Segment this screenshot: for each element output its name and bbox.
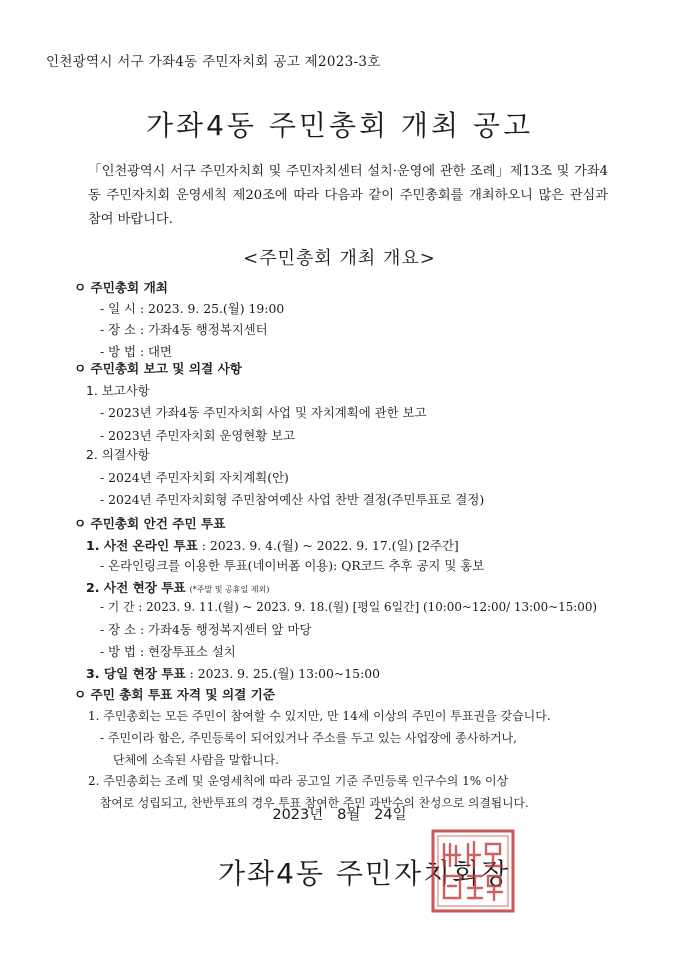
report-item-2: - 2023년 주민자치회 운영현황 보고: [100, 428, 296, 443]
notice-date: 2023년 8월 24일: [272, 807, 407, 823]
resolution-title: 2. 의결사항: [86, 447, 150, 462]
section-4-heading: ㅇ 주민 총회 투표 자격 및 의결 기준: [74, 687, 276, 702]
meeting-date: - 일 시 : 2023. 9. 25.(월) 19:00: [100, 301, 285, 316]
section-3-heading: ㅇ 주민총회 안건 주민 투표: [74, 516, 226, 531]
report-title: 1. 보고사항: [86, 383, 150, 398]
page-title: 가좌4동 주민총회 개최 공고: [145, 109, 534, 142]
onsite-vote-period: - 기 간 : 2023. 9. 11.(월) ~ 2023. 9. 18.(월) [평일 6일간] (10:00~12:00/ 13:00~15:00): [100, 600, 598, 614]
intro-paragraph: 「인천광역시 서구 주민자치회 및 주민자치센터 설치·운영에 관한 조례」제13조 및 가좌4동 주민자치회 운영세칙 제20조에 따라 다음과 같이 주민총회를 개최하오니 많은 관심과 참여 바랍니다.: [88, 164, 608, 227]
onsite-vote-title: 2. 사전 현장 투표: [86, 580, 186, 595]
onsite-vote-place: - 장 소 : 가좌4동 행정복지센터 앞 마당: [100, 622, 312, 637]
qualification-item-1-sub-a: - 주민이라 함은, 주민등록이 되어있거나 주소를 두고 있는 사업장에 종사하거나,: [100, 731, 517, 745]
onsite-vote-note: (*주말 및 공휴일 제외): [189, 585, 270, 594]
online-vote-title: 1. 사전 온라인 투표: [86, 538, 198, 553]
qualification-item-1: 1. 주민총회는 모든 주민이 참여할 수 있지만, 만 14세 이상의 주민이 투표권을 갖습니다.: [88, 709, 551, 723]
qualification-item-1-sub-b: 단체에 소속된 사람을 말합니다.: [113, 753, 279, 767]
sameday-vote-line: [86, 663, 380, 682]
sameday-vote-period: : 2023. 9. 25.(월) 13:00~15:00: [185, 666, 381, 681]
online-vote-period: : 2023. 9. 4.(월) ~ 2022. 9. 17.(일) [2주간]: [197, 538, 459, 553]
meeting-method: - 방 법 : 대면: [100, 344, 172, 359]
signer-name: 가좌4동 주민자치회장: [218, 857, 511, 890]
report-item-1: - 2023년 가좌4동 주민자치회 사업 및 자치계획에 관한 보고: [100, 405, 427, 420]
online-vote-detail: - 온라인링크를 이용한 투표(네이버폼 이용): QR코드 추후 공지 및 홍보: [100, 558, 485, 573]
resolution-item-2: - 2024년 주민자치회형 주민참여예산 사업 찬반 결정(주민투표로 결정): [100, 492, 485, 507]
qualification-item-2-b: 참여로 성립되고, 찬반투표의 경우 투표 참여한 주민 과반수의 찬성으로 의결됩니다.: [100, 796, 529, 810]
section-1-heading: ㅇ 주민총회 개최: [74, 280, 168, 295]
onsite-vote-method: - 방 법 : 현장투표소 설치: [100, 644, 236, 659]
sameday-vote-title: 3. 당일 현장 투표: [86, 666, 186, 681]
onsite-vote-line: [86, 577, 269, 596]
section-2-heading: ㅇ 주민총회 보고 및 의결 사항: [74, 361, 242, 376]
resolution-item-1: - 2024년 주민자치회 자치계획(안): [100, 470, 289, 485]
overview-heading: <주민총회 개최 개요>: [243, 248, 436, 269]
online-vote-line: [86, 535, 459, 554]
qualification-item-2-a: 2. 주민총회는 조례 및 운영세칙에 따라 공고일 기준 주민등록 인구수의 1% 이상: [88, 774, 509, 788]
official-seal-icon: [430, 828, 516, 914]
meeting-place: - 장 소 : 가좌4동 행정복지센터: [100, 322, 268, 337]
notice-number: 인천광역시 서구 가좌4동 주민자치회 공고 제2023-3호: [46, 54, 381, 70]
